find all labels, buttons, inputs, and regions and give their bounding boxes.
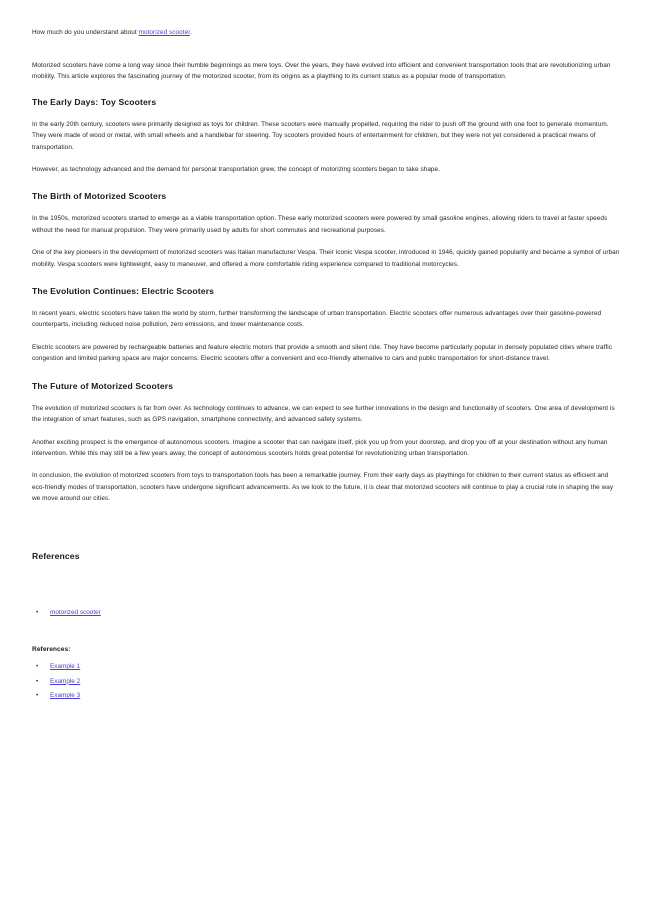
lede-paragraph: Motorized scooters have come a long way since their humble beginnings as mere toys. Over the years, they have evolved into efficient and convenient transportation tools that are revolutionizing urban mobility. This article explores the fascinating journey of the motorized scooter, from its origins as a plaything to its current status as a popular mode of transportation. bbox=[32, 62, 611, 81]
reference-link-example-3[interactable]: Example 3 bbox=[50, 692, 81, 700]
list-item bbox=[32, 662, 620, 671]
intro-motorized-scooter-link[interactable]: motorized scooter bbox=[138, 29, 191, 36]
bullet-icon: • bbox=[36, 692, 39, 700]
section-heading-future: The Future of Motorized Scooters bbox=[32, 380, 174, 391]
references-sub-list bbox=[32, 662, 620, 700]
section-early-days-paragraph-1: In the early 20th century, scooters were primarily designed as toys for children. These scooters were manually propelled, requiring the rider to push off the ground with one foot to generate momentum. They were made of wood or metal, with small wheels and a handlebar for steering. Toy scooters provided hours of entertainment for children, but they were not yet considered a practical means of transportation. bbox=[32, 120, 609, 151]
list-item bbox=[32, 677, 620, 686]
references-heading: References bbox=[32, 550, 80, 561]
section-electric-paragraph-1: In recent years, electric scooters have taken the world by storm, further transforming the landscape of urban transportation. Electric scooters offer numerous advantages over their gasoline-powered counterparts, including reduced noise pollution, zero emissions, and lower maintenance costs. bbox=[32, 310, 602, 329]
section-birth-paragraph-2: One of the key pioneers in the development of motorized scooters was Italian manufacturer Vespa. Their iconic Vespa scooter, introduced in 1946, quickly gained popularity and became a symbol of urban mobility. Vespa scooters were lightweight, easy to maneuver, and offered a more comfortable riding experience compared to traditional motorcycles. bbox=[32, 249, 620, 268]
bullet-icon: • bbox=[36, 608, 39, 616]
references-block bbox=[32, 551, 620, 617]
references-sub-heading: References: bbox=[32, 646, 71, 654]
references-spacer bbox=[32, 561, 620, 608]
reference-link-example-1[interactable]: Example 1 bbox=[50, 663, 81, 671]
references-sub-block bbox=[32, 646, 620, 700]
list-item bbox=[32, 691, 620, 700]
references-list bbox=[32, 608, 620, 617]
section-heading-early-days: The Early Days: Toy Scooters bbox=[32, 96, 157, 107]
section-future-paragraph-2: Another exciting prospect is the emergence of autonomous scooters. Imagine a scooter that can navigate itself, pick you up from your doorstep, and drop you off at your destination without any human intervention. While this may still be a few years away, the concept of autonomous scooters holds great potential for revolutionizing urban transportation. bbox=[32, 438, 608, 457]
list-item bbox=[32, 608, 620, 617]
section-electric-paragraph-2: Electric scooters are powered by rechargeable batteries and feature electric motors that provide a smooth and silent ride. They have become particularly popular in densely populated cities where traffic congestion and limited parking space are major concerns. Electric scooters offer a convenient and eco-friendly alternative to cars and public transportation for short-distance travel. bbox=[32, 343, 612, 363]
intro-line-prefix: How much do you understand about bbox=[32, 29, 139, 36]
bullet-icon: • bbox=[36, 663, 39, 671]
section-heading-birth: The Birth of Motorized Scooters bbox=[32, 191, 167, 202]
reference-link-motorized-scooter[interactable]: motorized scooter bbox=[50, 608, 101, 616]
section-birth-paragraph-1: In the 1950s, motorized scooters started to emerge as a viable transportation option. These early motorized scooters were powered by small gasoline engines, allowing riders to travel at faster speeds without the need for manual propulsion. They were primarily used by adults for short commutes and recreational purposes. bbox=[32, 215, 608, 234]
section-future-paragraph-1: The evolution of motorized scooters is far from over. As technology continues to advance, we can expect to see further innovations in the design and functionality of scooters. One area of development is the integration of smart features, such as GPS navigation, smartphone connectivity, and advanced safety systems. bbox=[32, 404, 615, 424]
bullet-icon: • bbox=[36, 677, 39, 685]
section-future-paragraph-3: In conclusion, the evolution of motorized scooters from toys to transportation tools has been a remarkable journey. From their early days as playthings for children to their current status as efficient and eco-friendly modes of transportation, scooters have undergone significant advancements. As we look to the future, it is clear that motorized scooters will continue to play a crucial role in shaping the way we move around our cities. bbox=[32, 472, 614, 503]
section-heading-electric: The Evolution Continues: Electric Scooters bbox=[32, 286, 215, 297]
reference-link-example-2[interactable]: Example 2 bbox=[50, 677, 81, 685]
intro-line bbox=[32, 27, 620, 38]
section-early-days-paragraph-2: However, as technology advanced and the demand for personal transportation grew, the concept of motorizing scooters began to take shape. bbox=[32, 166, 441, 174]
references-sub-spacer bbox=[32, 622, 620, 646]
intro-line-suffix: . bbox=[190, 29, 192, 36]
